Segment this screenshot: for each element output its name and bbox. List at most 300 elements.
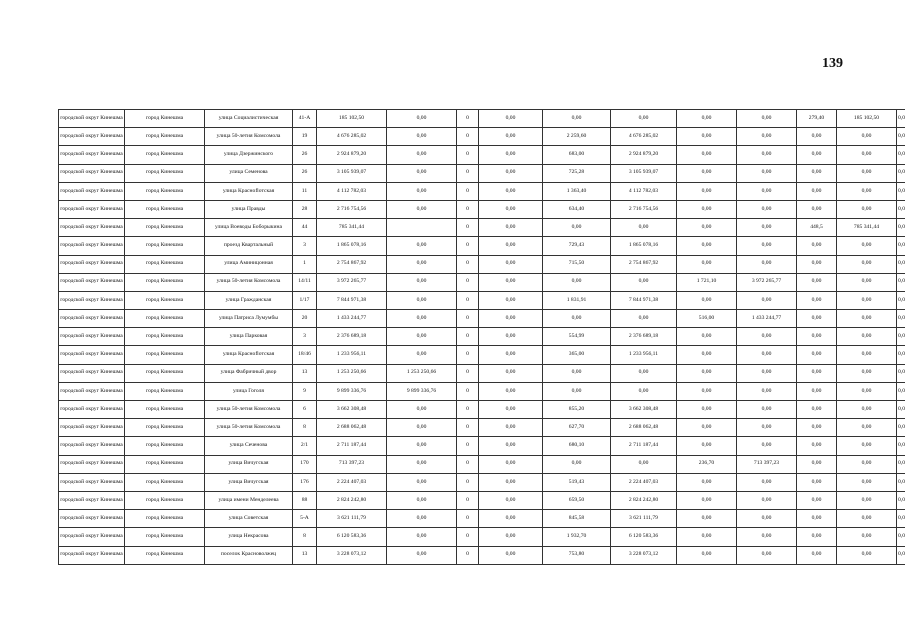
- cost-cell: 0,00: [387, 128, 457, 146]
- area-cell: 554,99: [543, 328, 611, 346]
- count-cell: 0: [457, 401, 479, 419]
- municipality-cell: городской округ Кинешма: [59, 273, 125, 291]
- total-cost-cell: 3 621 111,79: [317, 510, 387, 528]
- area-cell: 0,00: [677, 182, 737, 200]
- cost-cell: 0,00: [837, 291, 897, 309]
- cost-cell: 0,00: [611, 110, 677, 128]
- settlement-cell: город Кинешма: [125, 182, 205, 200]
- house-number-cell: 1/17: [293, 291, 317, 309]
- table-row: [59, 291, 905, 309]
- area-cell: 236,70: [677, 455, 737, 473]
- cost-cell: 2 924 879,20: [611, 146, 677, 164]
- cost-cell: 0,0: [897, 310, 905, 328]
- total-cost-cell: 2 924 879,20: [317, 146, 387, 164]
- settlement-cell: город Кинешма: [125, 546, 205, 564]
- settlement-cell: город Кинешма: [125, 237, 205, 255]
- area-cell: 365,00: [543, 346, 611, 364]
- cost-cell: 0,00: [479, 219, 543, 237]
- cost-cell: 0,00: [387, 546, 457, 564]
- total-cost-cell: 6 120 583,36: [317, 528, 387, 546]
- cost-cell: 0,00: [479, 401, 543, 419]
- cost-cell: 0,0: [897, 510, 905, 528]
- area-cell: 725,28: [543, 164, 611, 182]
- cost-cell: 0,0: [897, 164, 905, 182]
- table-row: [59, 419, 905, 437]
- settlement-cell: город Кинешма: [125, 437, 205, 455]
- cost-cell: 0,00: [837, 546, 897, 564]
- cost-cell: 0,00: [387, 237, 457, 255]
- area-cell: 0,00: [543, 364, 611, 382]
- street-cell: проезд Квартальный: [205, 237, 293, 255]
- cost-cell: 0,00: [479, 382, 543, 400]
- area-cell: 516,00: [677, 310, 737, 328]
- house-number-cell: 26: [293, 164, 317, 182]
- municipality-cell: городской округ Кинешма: [59, 182, 125, 200]
- total-cost-cell: 4 676 285,02: [317, 128, 387, 146]
- table-row: [59, 273, 905, 291]
- table-row: [59, 182, 905, 200]
- cost-cell: 0,0: [897, 146, 905, 164]
- street-cell: улица Правды: [205, 200, 293, 218]
- cost-cell: 0,00: [387, 255, 457, 273]
- area-cell: 0,00: [797, 419, 837, 437]
- municipality-cell: городской округ Кинешма: [59, 510, 125, 528]
- area-cell: 0,00: [677, 200, 737, 218]
- cost-cell: 0,00: [479, 273, 543, 291]
- table-row: [59, 346, 905, 364]
- cost-cell: 0,00: [737, 219, 797, 237]
- area-cell: 0,00: [797, 528, 837, 546]
- cost-cell: 0,00: [837, 200, 897, 218]
- cost-cell: 0,00: [387, 491, 457, 509]
- total-cost-cell: 3 662 308,48: [317, 401, 387, 419]
- cost-cell: 0,00: [479, 200, 543, 218]
- street-cell: улица Некрасова: [205, 528, 293, 546]
- cost-cell: 0,0: [897, 128, 905, 146]
- total-cost-cell: 2 376 689,18: [317, 328, 387, 346]
- cost-cell: 0,00: [479, 310, 543, 328]
- area-cell: 845,58: [543, 510, 611, 528]
- area-cell: 0,00: [677, 364, 737, 382]
- municipality-cell: городской округ Кинешма: [59, 219, 125, 237]
- area-cell: 0,00: [677, 255, 737, 273]
- cost-cell: 0,0: [897, 346, 905, 364]
- cost-cell: 1 433 244,77: [737, 310, 797, 328]
- cost-cell: 0,00: [479, 328, 543, 346]
- cost-cell: 0,00: [387, 401, 457, 419]
- street-cell: улица Советская: [205, 510, 293, 528]
- table-row: [59, 510, 905, 528]
- cost-cell: 0,0: [897, 473, 905, 491]
- cost-cell: 0,00: [387, 510, 457, 528]
- area-cell: 0,00: [797, 200, 837, 218]
- house-number-cell: 3: [293, 328, 317, 346]
- count-cell: 0: [457, 200, 479, 218]
- house-number-cell: 19: [293, 128, 317, 146]
- municipality-cell: городской округ Кинешма: [59, 528, 125, 546]
- table-row: [59, 255, 905, 273]
- table-row: [59, 528, 905, 546]
- settlement-cell: город Кинешма: [125, 164, 205, 182]
- municipality-cell: городской округ Кинешма: [59, 455, 125, 473]
- house-number-cell: 176: [293, 473, 317, 491]
- table-row: [59, 110, 905, 128]
- house-number-cell: 18/46: [293, 346, 317, 364]
- street-cell: улица имени Менделеева: [205, 491, 293, 509]
- area-cell: 0,00: [543, 455, 611, 473]
- cost-cell: 0,0: [897, 291, 905, 309]
- cost-cell: 0,00: [387, 291, 457, 309]
- cost-cell: 0,00: [737, 437, 797, 455]
- municipality-cell: городской округ Кинешма: [59, 146, 125, 164]
- house-number-cell: 8: [293, 419, 317, 437]
- cost-cell: 0,0: [897, 273, 905, 291]
- table-row: [59, 382, 905, 400]
- table-row: [59, 437, 905, 455]
- cost-cell: 0,0: [897, 528, 905, 546]
- table-body: [59, 110, 905, 565]
- total-cost-cell: 1 253 250,66: [317, 364, 387, 382]
- count-cell: 0: [457, 437, 479, 455]
- cost-cell: 0,00: [479, 255, 543, 273]
- area-cell: 0,00: [797, 510, 837, 528]
- cost-cell: 4 112 782,03: [611, 182, 677, 200]
- cost-cell: 0,00: [387, 273, 457, 291]
- total-cost-cell: 1 865 078,16: [317, 237, 387, 255]
- total-cost-cell: 713 397,23: [317, 455, 387, 473]
- cost-cell: 3 662 308,48: [611, 401, 677, 419]
- settlement-cell: город Кинешма: [125, 291, 205, 309]
- cost-cell: 785 341,44: [837, 219, 897, 237]
- cost-cell: 2 716 754,56: [611, 200, 677, 218]
- cost-cell: 0,00: [387, 419, 457, 437]
- area-cell: 683,00: [543, 146, 611, 164]
- municipality-cell: городской округ Кинешма: [59, 200, 125, 218]
- street-cell: улица Воеводы Боборыкина: [205, 219, 293, 237]
- area-cell: 279,40: [797, 110, 837, 128]
- house-number-cell: 20: [293, 310, 317, 328]
- cost-cell: 0,00: [837, 528, 897, 546]
- total-cost-cell: 2 688 062,48: [317, 419, 387, 437]
- total-cost-cell: 9 899 336,76: [317, 382, 387, 400]
- cost-cell: 0,00: [387, 437, 457, 455]
- cost-cell: 0,00: [837, 182, 897, 200]
- count-cell: 0: [457, 364, 479, 382]
- count-cell: 0: [457, 419, 479, 437]
- cost-cell: 0,00: [479, 473, 543, 491]
- street-cell: улица Фабричный двор: [205, 364, 293, 382]
- total-cost-cell: 2 754 867,92: [317, 255, 387, 273]
- municipality-cell: городской округ Кинешма: [59, 237, 125, 255]
- street-cell: улица Социалистическая: [205, 110, 293, 128]
- total-cost-cell: 2 824 242,80: [317, 491, 387, 509]
- count-cell: 0: [457, 255, 479, 273]
- count-cell: 0: [457, 310, 479, 328]
- total-cost-cell: 3 228 073,12: [317, 546, 387, 564]
- street-cell: улица Патриса Лумумбы: [205, 310, 293, 328]
- area-cell: 0,00: [797, 546, 837, 564]
- municipality-cell: городской округ Кинешма: [59, 419, 125, 437]
- cost-cell: 0,00: [479, 346, 543, 364]
- count-cell: 0: [457, 291, 479, 309]
- cost-cell: 0,00: [479, 364, 543, 382]
- cost-cell: 0,00: [479, 437, 543, 455]
- house-number-cell: 13: [293, 546, 317, 564]
- cost-cell: 0,00: [479, 455, 543, 473]
- area-cell: 0,00: [677, 164, 737, 182]
- page-number: 139: [822, 56, 843, 71]
- count-cell: 0: [457, 273, 479, 291]
- cost-cell: 0,00: [837, 455, 897, 473]
- house-number-cell: 28: [293, 200, 317, 218]
- cost-cell: 0,00: [837, 382, 897, 400]
- total-cost-cell: 785 341,44: [317, 219, 387, 237]
- total-cost-cell: 2 716 754,56: [317, 200, 387, 218]
- cost-cell: 0,00: [737, 546, 797, 564]
- street-cell: улица 50-летия Комсомола: [205, 419, 293, 437]
- area-cell: 0,00: [543, 273, 611, 291]
- table-row: [59, 164, 905, 182]
- settlement-cell: город Кинешма: [125, 510, 205, 528]
- cost-cell: 0,00: [737, 291, 797, 309]
- house-number-cell: 88: [293, 491, 317, 509]
- cost-cell: 2 711 187,44: [611, 437, 677, 455]
- cost-cell: 0,00: [479, 291, 543, 309]
- cost-cell: 0,00: [837, 346, 897, 364]
- municipality-cell: городской округ Кинешма: [59, 128, 125, 146]
- count-cell: 0: [457, 510, 479, 528]
- area-cell: 1 721,10: [677, 273, 737, 291]
- area-cell: 715,50: [543, 255, 611, 273]
- area-cell: 659,50: [543, 491, 611, 509]
- area-cell: 0,00: [677, 346, 737, 364]
- cost-cell: 3 105 939,07: [611, 164, 677, 182]
- cost-cell: 4 676 285,02: [611, 128, 677, 146]
- street-cell: поселок Красноволжец: [205, 546, 293, 564]
- cost-cell: 0,00: [737, 528, 797, 546]
- area-cell: 0,00: [677, 128, 737, 146]
- area-cell: 0,00: [797, 328, 837, 346]
- cost-cell: 0,00: [737, 182, 797, 200]
- total-cost-cell: 3 105 939,07: [317, 164, 387, 182]
- table-row: [59, 237, 905, 255]
- cost-cell: 0,00: [837, 364, 897, 382]
- cost-cell: 0,0: [897, 182, 905, 200]
- count-cell: 0: [457, 110, 479, 128]
- table-row: [59, 200, 905, 218]
- area-cell: 0,00: [677, 528, 737, 546]
- cost-cell: 0,00: [837, 419, 897, 437]
- cost-cell: 0,00: [611, 382, 677, 400]
- settlement-cell: город Кинешма: [125, 528, 205, 546]
- cost-cell: 2 376 689,18: [611, 328, 677, 346]
- count-cell: 0: [457, 128, 479, 146]
- municipality-cell: городской округ Кинешма: [59, 164, 125, 182]
- street-cell: улица 50-летия Комсомола: [205, 401, 293, 419]
- area-cell: 519,43: [543, 473, 611, 491]
- area-cell: 0,00: [797, 237, 837, 255]
- area-cell: 0,00: [677, 146, 737, 164]
- cost-cell: 185 102,50: [837, 110, 897, 128]
- municipality-cell: городской округ Кинешма: [59, 382, 125, 400]
- table-row: [59, 546, 905, 564]
- area-cell: 0,00: [797, 291, 837, 309]
- cost-cell: 0,00: [837, 473, 897, 491]
- municipality-cell: городской округ Кинешма: [59, 473, 125, 491]
- street-cell: улица Сеченова: [205, 437, 293, 455]
- street-cell: улица Вичугская: [205, 473, 293, 491]
- area-cell: 0,00: [797, 364, 837, 382]
- cost-cell: 3 972 265,77: [737, 273, 797, 291]
- municipality-cell: городской округ Кинешма: [59, 110, 125, 128]
- municipality-cell: городской округ Кинешма: [59, 364, 125, 382]
- cost-cell: 0,0: [897, 455, 905, 473]
- cost-cell: 0,00: [737, 255, 797, 273]
- settlement-cell: город Кинешма: [125, 491, 205, 509]
- street-cell: улица Гражданская: [205, 291, 293, 309]
- cost-cell: 0,00: [479, 146, 543, 164]
- cost-cell: 6 120 583,36: [611, 528, 677, 546]
- table-row: [59, 455, 905, 473]
- count-cell: 0: [457, 164, 479, 182]
- area-cell: 2 259,60: [543, 128, 611, 146]
- street-cell: улица Семенова: [205, 164, 293, 182]
- area-cell: 0,00: [543, 310, 611, 328]
- settlement-cell: город Кинешма: [125, 310, 205, 328]
- area-cell: 0,00: [677, 382, 737, 400]
- count-cell: 0: [457, 346, 479, 364]
- house-number-cell: 9: [293, 382, 317, 400]
- area-cell: 0,00: [797, 455, 837, 473]
- cost-cell: 9 899 336,76: [387, 382, 457, 400]
- cost-cell: 0,00: [737, 200, 797, 218]
- count-cell: 0: [457, 382, 479, 400]
- settlement-cell: город Кинешма: [125, 146, 205, 164]
- cost-cell: 713 397,23: [737, 455, 797, 473]
- area-cell: 0,00: [797, 273, 837, 291]
- table-row: [59, 491, 905, 509]
- cost-cell: 0,00: [837, 164, 897, 182]
- cost-cell: 7 844 971,38: [611, 291, 677, 309]
- municipality-cell: городской округ Кинешма: [59, 546, 125, 564]
- cost-cell: 0,00: [479, 419, 543, 437]
- data-table: [58, 109, 905, 565]
- area-cell: 0,00: [677, 237, 737, 255]
- cost-cell: 0,00: [387, 473, 457, 491]
- house-number-cell: 170: [293, 455, 317, 473]
- house-number-cell: 1: [293, 255, 317, 273]
- area-cell: 0,00: [677, 491, 737, 509]
- area-cell: 0,00: [797, 473, 837, 491]
- cost-cell: 0,00: [387, 110, 457, 128]
- area-cell: 729,43: [543, 237, 611, 255]
- settlement-cell: город Кинешма: [125, 255, 205, 273]
- cost-cell: 0,00: [611, 364, 677, 382]
- area-cell: 0,00: [797, 164, 837, 182]
- cost-cell: 0,0: [897, 437, 905, 455]
- cost-cell: 0,0: [897, 219, 905, 237]
- count-cell: 0: [457, 219, 479, 237]
- cost-cell: 0,00: [479, 546, 543, 564]
- area-cell: 0,00: [797, 437, 837, 455]
- cost-cell: 2 824 242,80: [611, 491, 677, 509]
- count-cell: 0: [457, 146, 479, 164]
- municipality-cell: городской округ Кинешма: [59, 437, 125, 455]
- area-cell: 627,70: [543, 419, 611, 437]
- cost-cell: 0,00: [387, 346, 457, 364]
- cost-cell: 0,00: [837, 310, 897, 328]
- total-cost-cell: 1 433 244,77: [317, 310, 387, 328]
- area-cell: 855,20: [543, 401, 611, 419]
- total-cost-cell: 2 711 187,44: [317, 437, 387, 455]
- street-cell: улица 50-летия Комсомола: [205, 273, 293, 291]
- cost-cell: 0,0: [897, 200, 905, 218]
- area-cell: 0,00: [677, 437, 737, 455]
- total-cost-cell: 1 233 956,11: [317, 346, 387, 364]
- table-row: [59, 473, 905, 491]
- cost-cell: 0,00: [837, 510, 897, 528]
- house-number-cell: 2/1: [293, 437, 317, 455]
- cost-cell: 0,00: [387, 528, 457, 546]
- municipality-cell: городской округ Кинешма: [59, 491, 125, 509]
- cost-cell: 0,00: [837, 437, 897, 455]
- municipality-cell: городской округ Кинешма: [59, 346, 125, 364]
- area-cell: 0,00: [543, 219, 611, 237]
- cost-cell: 0,00: [837, 255, 897, 273]
- cost-cell: 0,00: [387, 328, 457, 346]
- cost-cell: 0,0: [897, 382, 905, 400]
- house-number-cell: 11: [293, 182, 317, 200]
- area-cell: 0,00: [677, 328, 737, 346]
- cost-cell: 0,00: [387, 200, 457, 218]
- settlement-cell: город Кинешма: [125, 328, 205, 346]
- cost-cell: 0,0: [897, 419, 905, 437]
- cost-cell: 0,00: [737, 328, 797, 346]
- cost-cell: 0,00: [479, 491, 543, 509]
- cost-cell: 0,00: [387, 310, 457, 328]
- settlement-cell: город Кинешма: [125, 273, 205, 291]
- area-cell: 1 363,40: [543, 182, 611, 200]
- count-cell: 0: [457, 491, 479, 509]
- municipality-cell: городской округ Кинешма: [59, 328, 125, 346]
- table-row: [59, 146, 905, 164]
- cost-cell: 0,00: [479, 110, 543, 128]
- street-cell: улица Красноflотская: [205, 346, 293, 364]
- cost-cell: 2 688 062,48: [611, 419, 677, 437]
- settlement-cell: город Кинешма: [125, 110, 205, 128]
- settlement-cell: город Кинешма: [125, 382, 205, 400]
- cost-cell: 2 754 867,92: [611, 255, 677, 273]
- area-cell: 680,10: [543, 437, 611, 455]
- cost-cell: 0,00: [737, 382, 797, 400]
- house-number-cell: 5-А: [293, 510, 317, 528]
- cost-cell: 0,00: [479, 510, 543, 528]
- settlement-cell: город Кинешма: [125, 419, 205, 437]
- area-cell: 0,00: [677, 546, 737, 564]
- cost-cell: 0,00: [737, 510, 797, 528]
- municipality-cell: городской округ Кинешма: [59, 291, 125, 309]
- settlement-cell: город Кинешма: [125, 346, 205, 364]
- house-number-cell: 3: [293, 237, 317, 255]
- cost-cell: 1 253 250,66: [387, 364, 457, 382]
- cost-cell: 0,0: [897, 110, 905, 128]
- area-cell: 1 932,70: [543, 528, 611, 546]
- count-cell: 0: [457, 546, 479, 564]
- area-cell: 0,00: [677, 110, 737, 128]
- house-number-cell: 13: [293, 364, 317, 382]
- cost-cell: 0,00: [479, 182, 543, 200]
- cost-cell: 0,00: [479, 128, 543, 146]
